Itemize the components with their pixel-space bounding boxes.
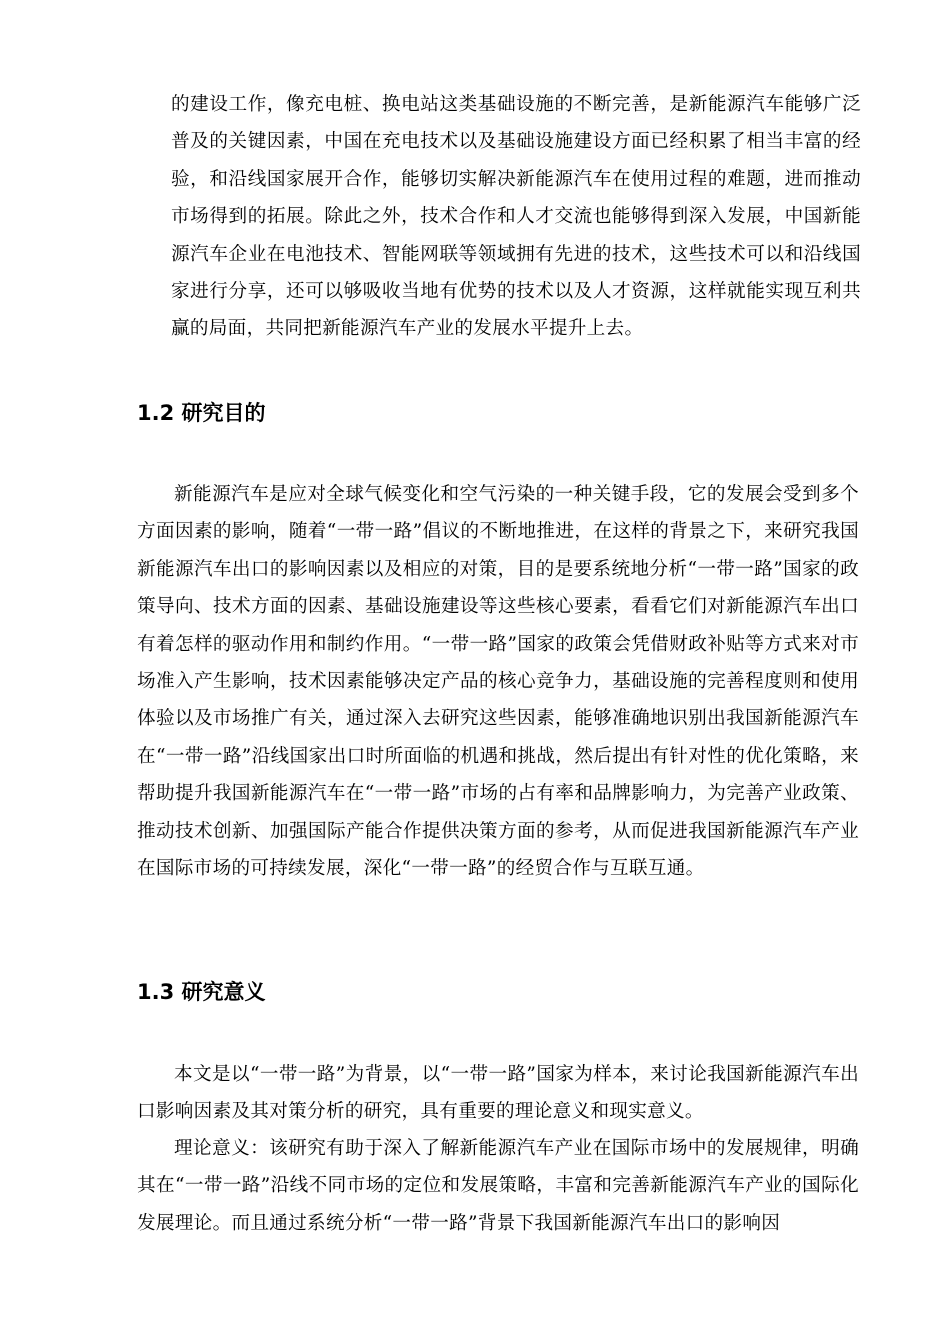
paragraph-research-significance-intro: 本文是以“一带一路”为背景，以“一带一路”国家为样本，来讨论我国新能源汽车出口影响因素及其对策分析的研究，具有重要的理论意义和现实意义。 <box>137 1064 859 1123</box>
paragraph-theoretical-significance: 理论意义：该研究有助于深入了解新能源汽车产业在国际市场中的发展规律，明确其在“一带一路”沿线不同市场的定位和发展策略，丰富和完善新能源汽车产业的国际化发展理论。而且通过系统分析“一带一路”背景下我国新能源汽车出口的影响因 <box>137 1138 859 1234</box>
section-heading-research-purpose: 1.2 研究目的 <box>137 401 266 425</box>
paragraph-infrastructure-cooperation: 的建设工作，像充电桩、换电站这类基础设施的不断完善，是新能源汽车能够广泛普及的关键因素，中国在充电技术以及基础设施建设方面已经积累了相当丰富的经验，和沿线国家展开合作，能够切实解决新能源汽车在使用过程的难题，进而推动市场得到的拓展。除此之外，技术合作和人才交流也能够得到深入发展，中国新能源汽车企业在电池技术、智能网联等领域拥有先进的技术，这些技术可以和沿线国家进行分享，还可以够吸收当地有优势的技术以及人才资源，这样就能实现互利共赢的局面，共同把新能源汽车产业的发展水平提升上去。 <box>171 94 861 340</box>
paragraph-research-purpose: 新能源汽车是应对全球气候变化和空气污染的一种关键手段，它的发展会受到多个方面因素的影响，随着“一带一路”倡议的不断地推进，在这样的背景之下，来研究我国新能源汽车出口的影响因素以及相应的对策，目的是要系统地分析“一带一路”国家的政策导向、技术方面的因素、基础设施建设等这些核心要素，看看它们对新能源汽车出口有着怎样的驱动作用和制约作用。“一带一路”国家的政策会凭借财政补贴等方式来对市场准入产生影响，技术因素能够决定产品的核心竞争力，基础设施的完善程度则和使用体验以及市场推广有关，通过深入去研究这些因素，能够准确地识别出我国新能源汽车在“一带一路”沿线国家出口时所面临的机遇和挑战，然后提出有针对性的优化策略，来帮助提升我国新能源汽车在“一带一路”市场的占有率和品牌影响力，为完善产业政策、推动技术创新、加强国际产能合作提供决策方面的参考，从而促进我国新能源汽车产业在国际市场的可持续发展，深化“一带一路”的经贸合作与互联互通。 <box>137 484 859 880</box>
section-heading-research-significance: 1.3 研究意义 <box>137 980 266 1004</box>
